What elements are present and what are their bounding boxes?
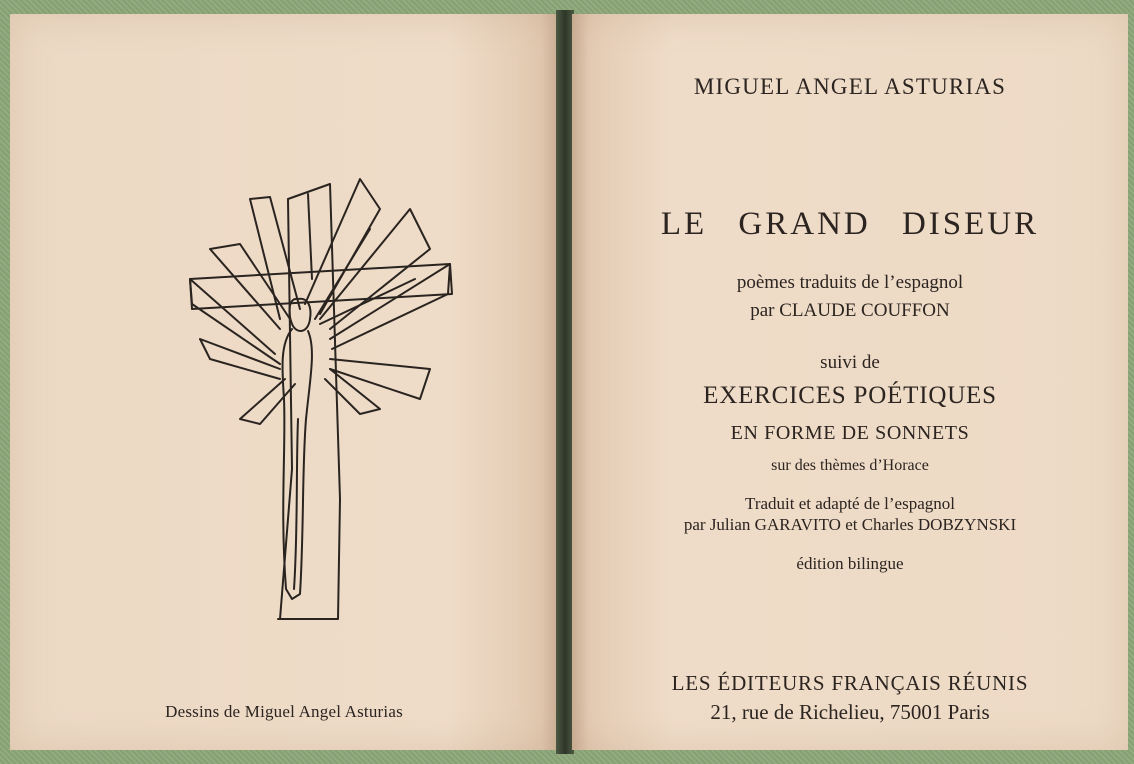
author-name: MIGUEL ANGEL ASTURIAS <box>693 74 1007 99</box>
themes-text: sur des thèmes d’Horace <box>771 457 929 474</box>
illustration-caption: Dessins de Miguel Angel Asturias <box>165 702 403 721</box>
left-page <box>10 14 558 750</box>
publisher-address: 21, rue de Richelieu, 75001 Paris <box>710 700 990 724</box>
second-work-title: EXERCICES POÉTIQUES <box>703 382 997 409</box>
translation-credit-line2: par Julian GARAVITO et Charles DOBZYNSKI <box>683 515 1017 534</box>
subtitle-translation: poèmes traduits de l’espagnol <box>736 272 964 293</box>
crucifix-drawing <box>180 169 460 629</box>
subtitle-translator: par CLAUDE COUFFON <box>750 300 950 321</box>
second-work-title-line2: EN FORME DE SONNETS <box>730 422 970 444</box>
title-page <box>572 14 1128 750</box>
publisher-name: LES ÉDITEURS FRANÇAIS RÉUNIS <box>671 671 1029 695</box>
suivi-de-text: suivi de <box>820 352 880 373</box>
translation-credit-line1: Traduit et adapté de l’espagnol <box>745 494 955 513</box>
edition-note: édition bilingue <box>796 554 904 573</box>
book-title: LE GRAND DISEUR <box>660 206 1040 242</box>
